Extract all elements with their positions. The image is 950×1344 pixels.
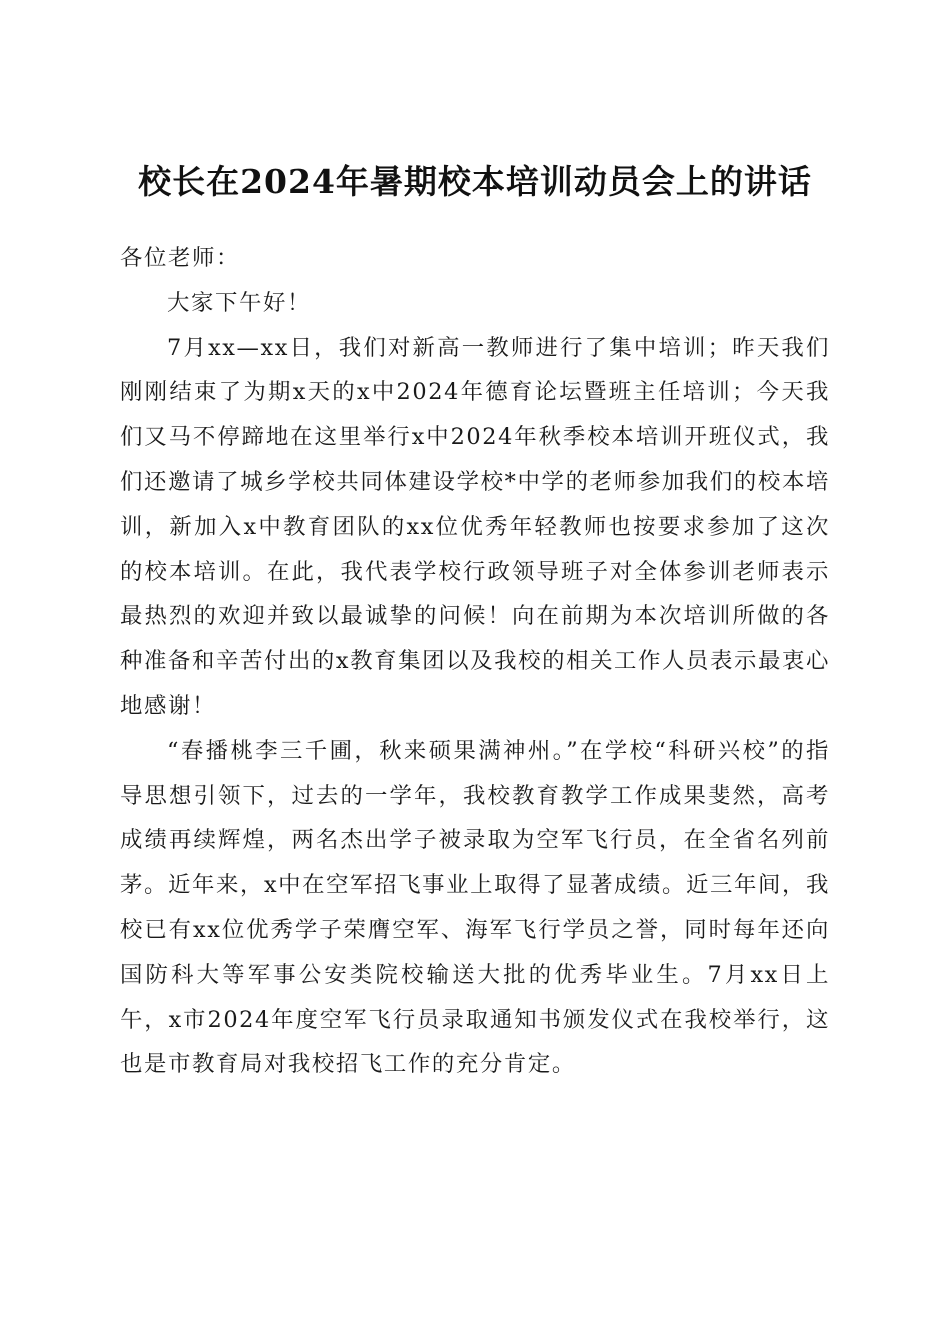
salutation: 各位老师：: [120, 245, 240, 271]
document-title: 校长在2024年暑期校本培训动员会上的讲话: [138, 162, 812, 202]
document-body: [120, 236, 830, 1087]
paragraph-training-intro: 7月xx—xx日，我们对新高一教师进行了集中培训；昨天我们刚刚结束了为期x天的x中2024年德育论坛暨班主任培训；今天我们又马不停蹄地在这里举行x中2024年秋季校本培训开班仪式，我们还邀请了城乡学校共同体建设学校*中学的老师参加我们的校本培训，新加入x中教育团队的xx位优秀年轻教师也按要求参加了这次的校本培训。在此，我代表学校行政领导班子对全体参训老师表示最热烈的欢迎并致以最诚挚的问候！向在前期为本次培训所做的各种准备和辛苦付出的x教育集团以及我校的相关工作人员表示最衷心地感谢！: [120, 334, 830, 719]
paragraph-greeting: 大家下午好！: [167, 289, 311, 316]
paragraph-achievements: “春播桃李三千圃，秋来硕果满神州。”在学校“科研兴校”的指导思想引领下，过去的一学年，我校教育教学工作成果斐然，高考成绩再续辉煌，两名杰出学子被录取为空军飞行员，在全省名列前茅。近年来，x中在空军招飞事业上取得了显著成绩。近三年间，我校已有xx位优秀学子荣膺空军、海军飞行学员之誉，同时每年还向国防科大等军事公安类院校输送大批的优秀毕业生。7月xx日上午，x市2024年度空军飞行员录取通知书颁发仪式在我校举行，这也是市教育局对我校招飞工作的充分肯定。: [120, 737, 830, 1078]
